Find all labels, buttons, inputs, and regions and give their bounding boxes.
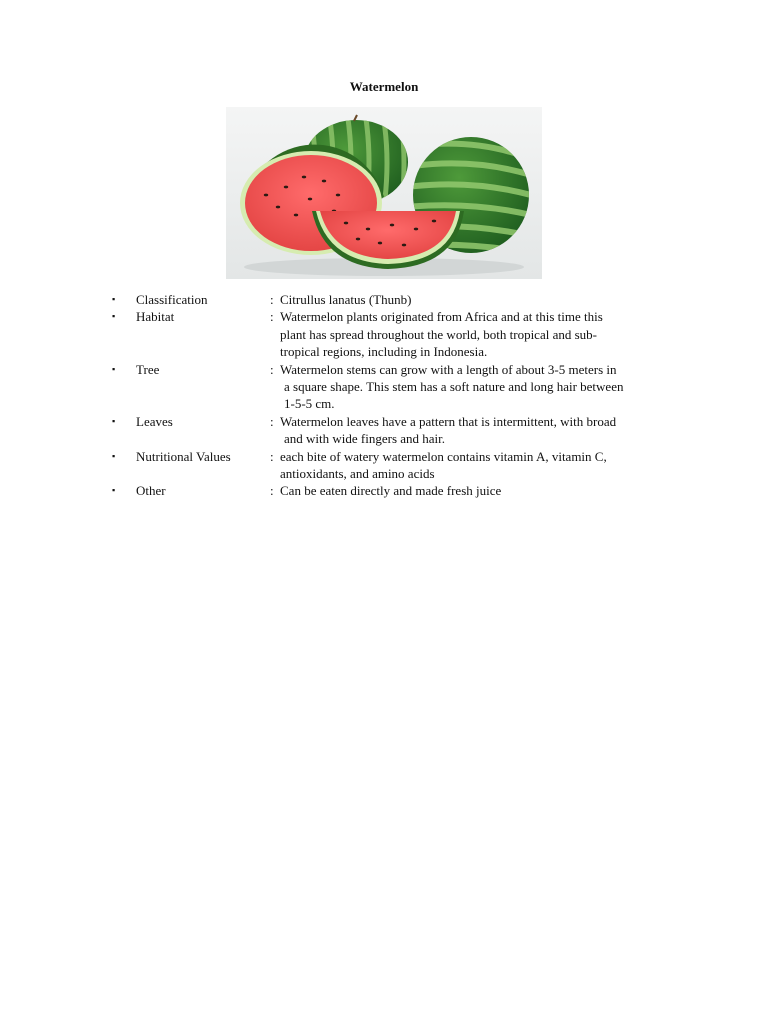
- item-value: Can be eaten directly and made fresh juice: [280, 483, 502, 499]
- document-title: Watermelon: [349, 79, 419, 94]
- bullet-icon: ▪: [112, 363, 116, 374]
- item-separator: :: [270, 361, 274, 377]
- watermelon-image: [226, 107, 542, 279]
- item-separator: :: [270, 292, 274, 307]
- item-separator: :: [270, 309, 274, 325]
- bullet-icon: ▪: [112, 311, 116, 322]
- item-separator: :: [270, 413, 274, 429]
- item-label: Leaves: [136, 413, 173, 429]
- item-value: Watermelon plants originated from Africa and at this time this plant has spread throughout the world, both tropical and sub- tropical regions, including in Indonesia.: [280, 309, 603, 360]
- item-label: Habitat: [136, 309, 175, 325]
- list-item-nutritional-values: [112, 448, 682, 483]
- item-value: Citrullus lanatus (Thunb): [280, 292, 412, 307]
- plant-info-list: [112, 291, 682, 500]
- list-item-leaves: [112, 413, 682, 448]
- item-separator: :: [270, 483, 274, 499]
- list-item-classification: [112, 291, 682, 308]
- list-item-habitat: [112, 308, 682, 360]
- list-item-tree: [112, 361, 682, 413]
- item-label: Classification: [136, 292, 208, 307]
- item-label: Other: [136, 483, 166, 499]
- item-value: Watermelon stems can grow with a length of about 3-5 meters in a square shape. This stem has a soft nature and long hair between 1-5-5 cm.: [280, 361, 624, 412]
- item-value: each bite of watery watermelon contains vitamin A, vitamin C, antioxidants, and amino acids: [280, 448, 607, 482]
- item-label: Tree: [136, 361, 160, 377]
- bullet-icon: ▪: [112, 294, 116, 304]
- item-separator: :: [270, 448, 274, 464]
- item-value: Watermelon leaves have a pattern that is intermittent, with broad and with wide fingers and hair.: [280, 413, 617, 447]
- list-item-other: [112, 482, 682, 499]
- bullet-icon: ▪: [112, 485, 116, 496]
- item-label: Nutritional Values: [136, 448, 231, 464]
- bullet-icon: ▪: [112, 450, 116, 461]
- bullet-icon: ▪: [112, 415, 116, 426]
